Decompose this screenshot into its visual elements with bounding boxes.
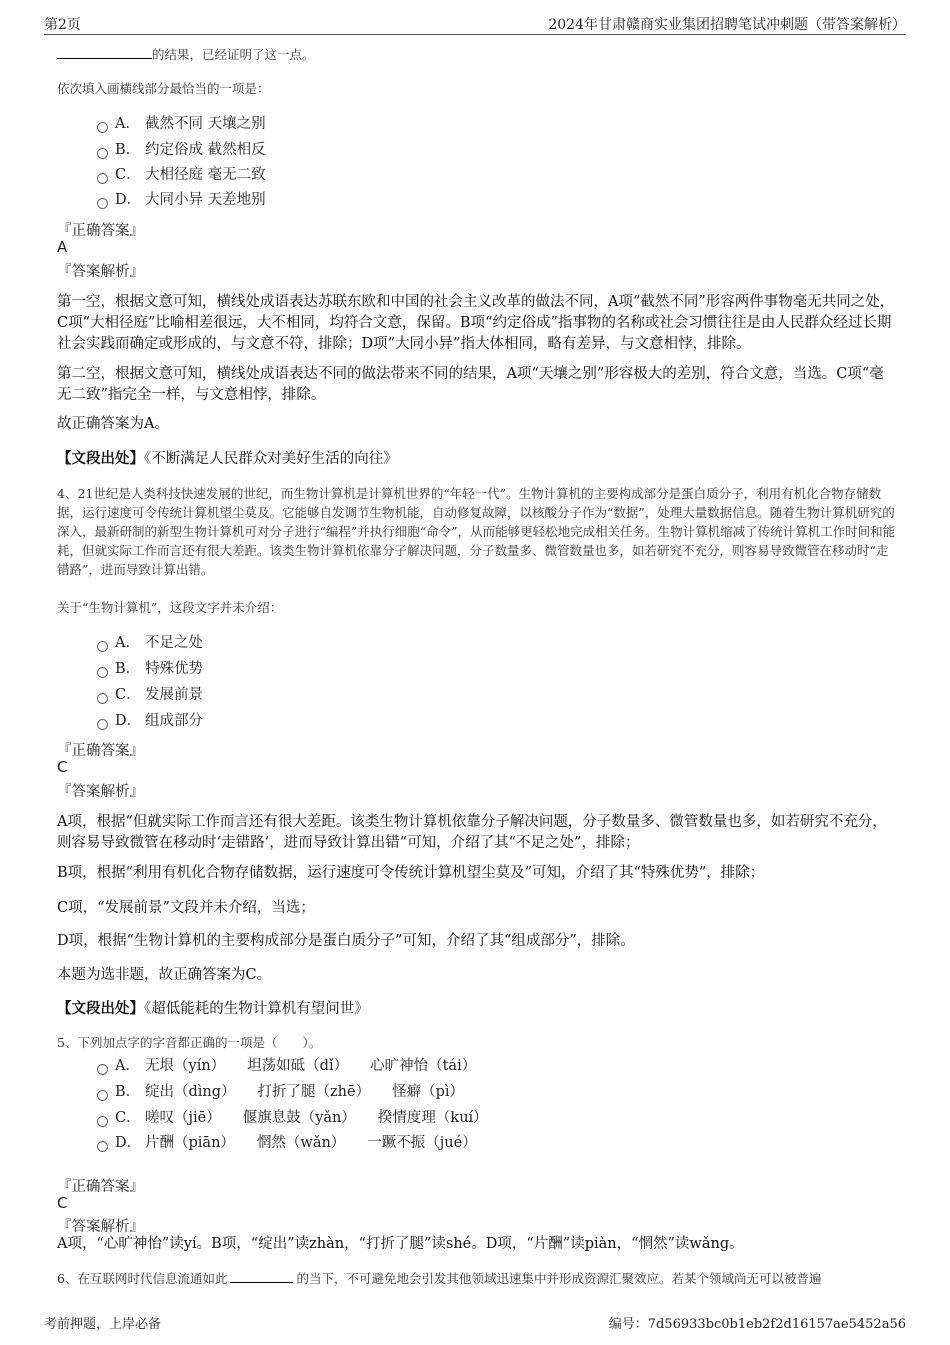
q3-option-d[interactable]: D． 大同小异 天差地别 xyxy=(97,190,266,210)
q4-answer-label: 『正确答案』 xyxy=(57,743,144,759)
q4-option-d[interactable]: D． 组成部分 xyxy=(97,711,203,731)
q4-analysis-p5: 本题为选非题，故正确答案为C。 xyxy=(57,967,272,983)
q5-analysis-label: 『答案解析』 xyxy=(57,1219,144,1235)
source-label: 【文段出处】 xyxy=(57,1000,144,1017)
radio-icon[interactable] xyxy=(97,1064,108,1075)
radio-icon[interactable] xyxy=(97,641,108,652)
q5-stem: 5、下列加点字的字音都正确的一项是（ ）。 xyxy=(57,1035,322,1050)
q3-prompt: 依次填入画横线部分最恰当的一项是： xyxy=(57,81,270,96)
q5-answer: C xyxy=(57,1194,68,1212)
q4-analysis-p3: C项，“发展前景”文段并未介绍，当选； xyxy=(57,900,315,916)
footer-serial: 编号：7d56933bc0b1eb2f2d16157ae5452a56 xyxy=(608,1317,906,1332)
q5-option-c[interactable]: C． 嗟叹（jiē） 偃旗息鼓（yǎn） 揆情度理（kuí） xyxy=(97,1108,488,1128)
q3-option-c[interactable]: C． 大相径庭 毫无二致 xyxy=(97,165,266,185)
radio-icon[interactable] xyxy=(97,693,108,704)
radio-icon[interactable] xyxy=(97,667,108,678)
q4-option-c[interactable]: C． 发展前景 xyxy=(97,685,203,705)
q3-analysis-label: 『答案解析』 xyxy=(57,264,144,280)
q5-option-a[interactable]: A． 无垠（yín） 坦荡如砥（dǐ） 心旷神怡（tái） xyxy=(97,1056,476,1076)
q4-analysis-p4: D项，根据“生物计算机的主要构成部分是蛋白质分子”可知，介绍了其“组成部分”，排除。 xyxy=(57,933,635,949)
source-label: 【文段出处】 xyxy=(57,450,144,467)
q3-option-b[interactable]: B． 约定俗成 截然相反 xyxy=(97,140,266,160)
q5-answer-label: 『正确答案』 xyxy=(57,1179,144,1195)
radio-icon[interactable] xyxy=(97,1116,108,1127)
radio-icon[interactable] xyxy=(97,1090,108,1101)
radio-icon[interactable] xyxy=(97,719,108,730)
fill-blank xyxy=(57,46,152,59)
page-number: 第2页 xyxy=(44,17,81,33)
q3-analysis-p3: 故正确答案为A。 xyxy=(57,416,169,432)
q3-analysis-p1: 第一空，根据文意可知，横线处成语表达苏联东欧和中国的社会主义改革的做法不同，A项“截然不同”形容两件事物毫无共同之处，C项“大相径庭”比喻相差很远，大不相同，均符合文意，保留。B项“约定俗成”指事物的名称或社会习惯往往是由人民群众经过长期社会实践而确定或形成的，与文意不符，排除；D项“大同小异”指大体相同，略有差异，与文意相悖，排除。 xyxy=(57,294,895,352)
fill-blank xyxy=(230,1270,293,1283)
document-title: 2024年甘肃赣商实业集团招聘笔试冲刺题（带答案解析） xyxy=(548,17,906,33)
q3-source xyxy=(57,448,897,470)
radio-icon[interactable] xyxy=(97,122,108,133)
source-title: 《超低能耗的生物计算机有望问世》 xyxy=(144,1001,369,1017)
q5-analysis: A项，“心旷神怡”读yí。B项，“绽出”读zhàn，“打折了腿”读shé。D项，“片酬”读piàn，“惘然”读wǎng。 xyxy=(57,1236,744,1252)
q5-option-d[interactable]: D． 片酬（piān） 惘然（wǎn） 一蹶不振（jué） xyxy=(97,1133,477,1153)
q6-stem: 6、在互联网时代信息流通如此 的当下，不可避免地会引发其他领域迅速集中并形成资源汇聚效应。若某个领域尚无可以被普遍 xyxy=(57,1271,822,1286)
source-title: 《不断满足人民群众对美好生活的向往》 xyxy=(144,451,398,467)
q3-answer: A xyxy=(57,238,68,256)
q4-source xyxy=(57,998,897,1020)
page-header xyxy=(44,0,906,35)
radio-icon[interactable] xyxy=(97,198,108,209)
radio-icon[interactable] xyxy=(97,148,108,159)
q4-option-a[interactable]: A． 不足之处 xyxy=(97,633,203,653)
q5-option-b[interactable]: B． 绽出（dìng） 打折了腿（zhē） 怪癖（pì） xyxy=(97,1082,464,1102)
q4-stem: 4、21世纪是人类科技快速发展的世纪，而生物计算机是计算机世界的“年轻一代”。生物计算机的主要构成部分是蛋白质分子，利用有机化合物存储数据，运行速度可令传统计算机望尘莫及。它能够自发调节生物机能，自动修复故障，以核酸分子作为“数据”，处理大量数据信息。随着生物计算机研究的深入，最新研制的新型生物计算机可对分子进行“编程”并执行细胞“命令”，从而能够更轻松地完成相关任务。生物计算机缩减了传统计算机工作时间和能耗，但就实际工作而言还有很大差距。该类生物计算机依靠分子解决问题，分子数量多、微管数量也多，如若研究不充分，则容易导致微管在移动时“走错路”，进而导致计算出错。 xyxy=(57,486,896,577)
radio-icon[interactable] xyxy=(97,1141,108,1152)
q4-analysis-p1: A项，根据“但就实际工作而言还有很大差距。该类生物计算机依靠分子解决问题，分子数量多、微管数量也多，如若研究不充分，则容易导致微管在移动时‘走错路’，进而导致计算出错”可知，介绍了其“不足之处”，排除； xyxy=(57,814,887,851)
q4-prompt: 关于“生物计算机”，这段文字并未介绍： xyxy=(57,600,283,615)
q4-answer: C xyxy=(57,758,68,776)
q4-option-b[interactable]: B． 特殊优势 xyxy=(97,659,203,679)
q4-analysis-label: 『答案解析』 xyxy=(57,784,144,800)
q4-analysis-p2: B项，根据“利用有机化合物存储数据，运行速度可令传统计算机望尘莫及”可知，介绍了其“特殊优势”，排除； xyxy=(57,865,765,881)
footer-slogan: 考前押题，上岸必备 xyxy=(44,1317,162,1332)
q3-analysis-p2: 第二空，根据文意可知，横线处成语表达不同的做法带来不同的结果，A项“天壤之别”形容极大的差别，符合文意，当选。C项“毫无二致”指完全一样，与文意相悖，排除。 xyxy=(57,366,884,403)
q3-answer-label: 『正确答案』 xyxy=(57,223,144,239)
q3-option-a[interactable]: A． 截然不同 天壤之别 xyxy=(97,114,266,134)
radio-icon[interactable] xyxy=(97,173,108,184)
q3-stem-tail: 的结果，已经证明了这一点。 xyxy=(57,45,897,64)
